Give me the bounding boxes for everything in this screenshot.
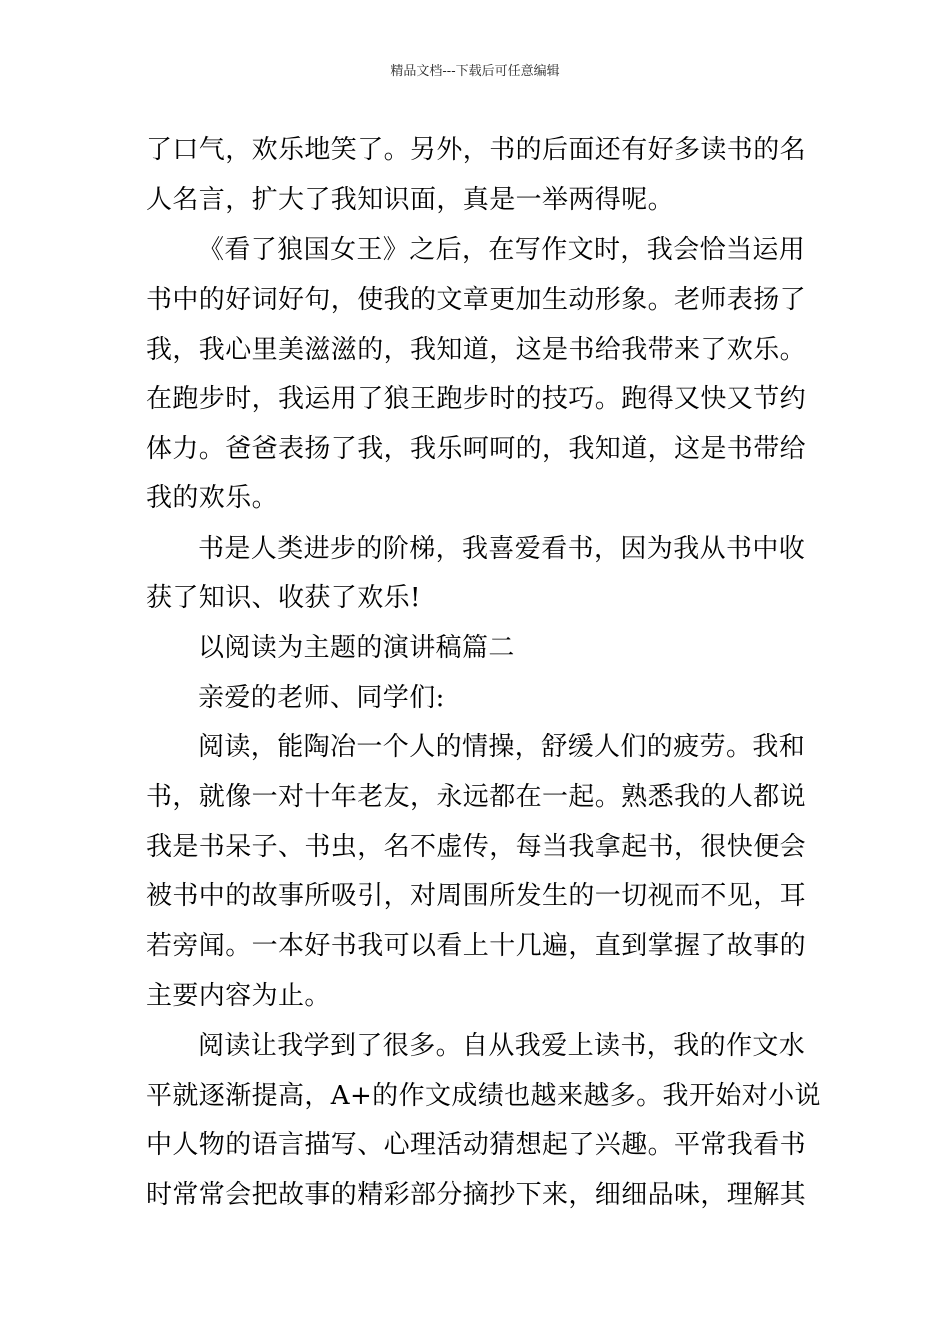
text-line: 体力。爸爸表扬了我，我乐呵呵的，我知道，这是书带给 (146, 434, 807, 464)
text-line: 在跑步时，我运用了狼王跑步时的技巧。跑得又快又节约 (146, 384, 807, 414)
text-line: 书，就像一对十年老友，永远都在一起。熟悉我的人都说 (146, 782, 807, 812)
text-line: 我，我心里美滋滋的，我知道，这是书给我带来了欢乐。 (146, 335, 807, 365)
text-line: 被书中的故事所吸引，对周围所发生的一切视而不见，耳 (146, 881, 807, 911)
text-line: 《看了狼国女王》之后，在写作文时，我会恰当运用 (198, 235, 806, 265)
text-line: 主要内容为止。 (146, 981, 331, 1011)
text-line: 我是书呆子、书虫，名不虚传，每当我拿起书，很快便会 (146, 832, 807, 862)
text-line: 书中的好词好句，使我的文章更加生动形象。老师表扬了 (146, 285, 807, 315)
text-line: 获了知识、收获了欢乐! (146, 583, 421, 613)
text-line: 书是人类进步的阶梯，我喜爱看书，因为我从书中收 (198, 534, 806, 564)
text-line: 若旁闻。一本好书我可以看上十几遍，直到掌握了故事的 (146, 931, 807, 961)
text-line: 中人物的语言描写、心理活动猜想起了兴趣。平常我看书 (146, 1130, 807, 1160)
text-line: 阅读，能陶冶一个人的情操，舒缓人们的疲劳。我和 (198, 732, 806, 762)
page-header: 精品文档---下载后可任意编辑 (390, 64, 560, 79)
text-line: 人名言，扩大了我知识面，真是一举两得呢。 (146, 185, 675, 215)
text-line: 阅读让我学到了很多。自从我爱上读书，我的作文水 (198, 1031, 806, 1061)
salutation: 亲爱的老师、同学们: (198, 683, 445, 713)
text-line: 平就逐渐提高，A+的作文成绩也越来越多。我开始对小说 (146, 1081, 821, 1111)
text-line: 我的欢乐。 (146, 483, 279, 513)
text-line: 了口气，欢乐地笑了。另外，书的后面还有好多读书的名 (146, 135, 807, 165)
text-line: 时常常会把故事的精彩部分摘抄下来，细细品味，理解其 (146, 1180, 807, 1210)
section-title: 以阅读为主题的演讲稿篇二 (198, 633, 515, 663)
